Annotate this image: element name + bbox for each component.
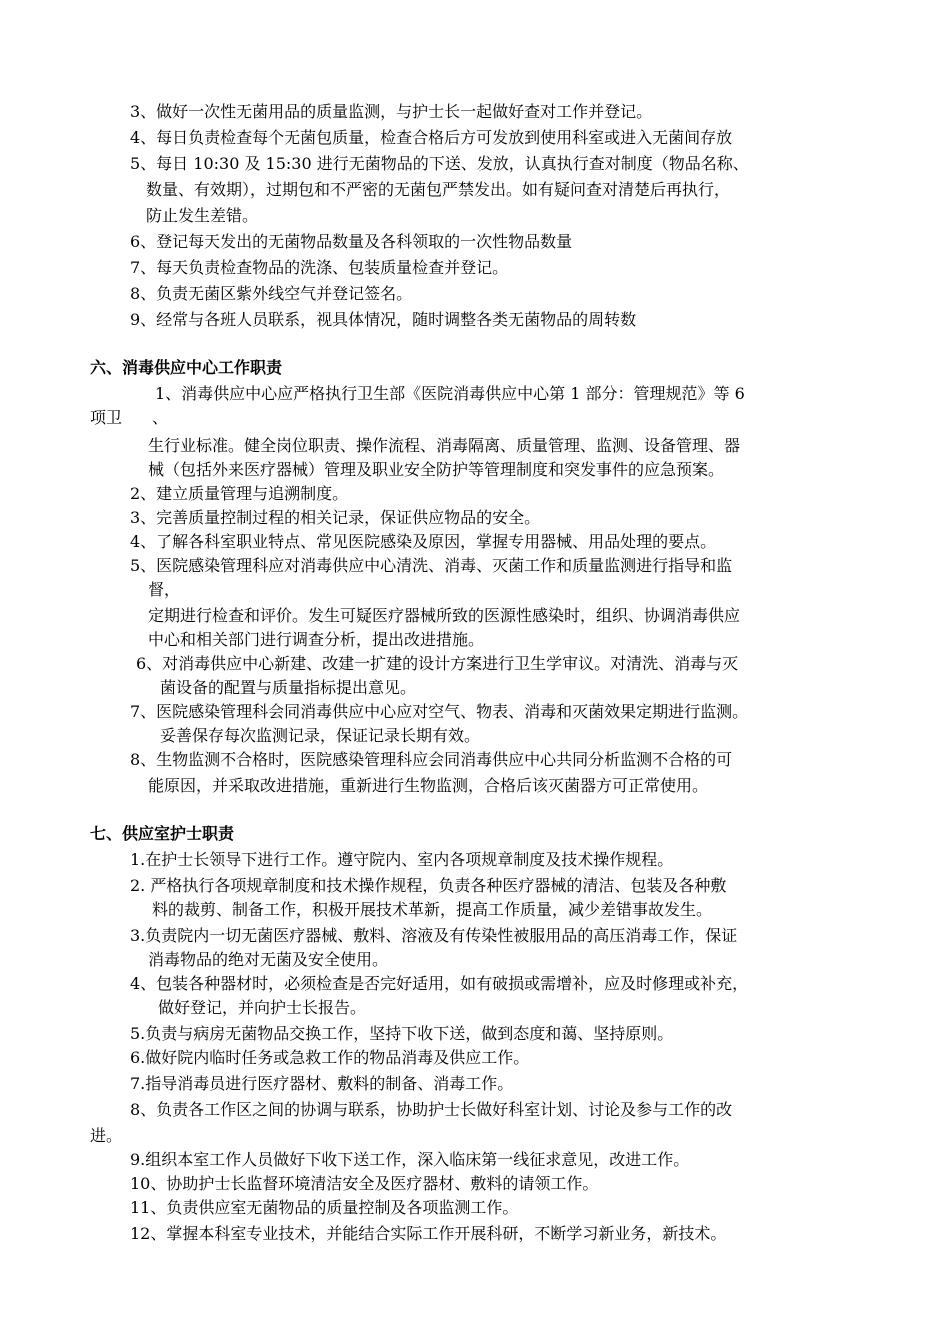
s5-line-6: 6、登记每天发出的无菌物品数量及各科领取的一次性物品数量 — [130, 232, 573, 251]
s6-line-1e: 械（包括外来医疗器械）管理及职业安全防护等管理制度和突发事件的应急预案。 — [148, 460, 725, 479]
s6-line-6a: 6、对消毒供应中心新建、改建一扩建的设计方案进行卫生学审议。对清洗、消毒与灭 — [136, 654, 739, 673]
s6-line-7a: 7、医院感染管理科会同消毒供应中心应对空气、物表、消毒和灭菌效果定期进行监测。 — [130, 702, 749, 721]
s7-line-4b: 做好登记，并向护士长报告。 — [158, 998, 367, 1017]
s7-line-1: 1.在护士长领导下进行工作。遵守院内、室内各项规章制度及技术操作规程。 — [130, 850, 674, 869]
s6-line-5d: 中心和相关部门进行调查分析，提出改进措施。 — [148, 630, 485, 649]
s5-line-5a: 5、每日 10:30 及 15:30 进行无菌物品的下送、发放，认真执行查对制度（物品名称、 — [130, 154, 749, 173]
s6-line-5b: 督， — [148, 580, 181, 599]
s7-line-12: 12、掌握本科室专业技术，并能结合实际工作开展科研，不断学习新业务，新技术。 — [130, 1224, 727, 1243]
s6-line-2: 2、建立质量管理与追溯制度。 — [130, 484, 349, 503]
s5-line-7: 7、每天负责检查物品的洗涤、包装质量检查并登记。 — [130, 258, 509, 277]
s7-line-6: 6.做好院内临时任务或急救工作的物品消毒及供应工作。 — [130, 1048, 530, 1067]
section7-heading: 七、供应室护士职责 — [90, 824, 235, 843]
s6-line-1a: 1、消毒供应中心应严格执行卫生部《医院消毒供应中心第 1 部分：管理规范》等 6 — [155, 384, 745, 403]
s7-line-4a: 4、包装各种器材时，必须检查是否完好适用，如有破损或需增补，应及时修理或补充， — [130, 974, 749, 993]
s5-line-8: 8、负责无菌区紫外线空气并登记签名。 — [130, 284, 413, 303]
s7-line-8b: 进。 — [90, 1126, 123, 1145]
s6-line-8b: 能原因，并采取改进措施，重新进行生物监测，合格后该灭菌器方可正常使用。 — [148, 776, 709, 795]
s5-line-5b: 数量、有效期），过期包和不严密的无菌包严禁发出。如有疑问查对清楚后再执行， — [146, 180, 731, 199]
s5-line-3: 3、做好一次性无菌用品的质量监测，与护士长一起做好查对工作并登记。 — [130, 102, 653, 121]
s7-line-11: 11、负责供应室无菌物品的质量控制及各项监测工作。 — [130, 1198, 519, 1217]
s6-line-6b: 菌设备的配置与质量指标提出意见。 — [160, 678, 417, 697]
s7-line-2b: 料的裁剪、制备工作，积极开展技术革新，提高工作质量，减少差错事故发生。 — [152, 900, 713, 919]
s6-line-1b: 项卫 — [90, 408, 123, 427]
s6-line-8a: 8、生物监测不合格时，医院感染管理科应会同消毒供应中心共同分析监测不合格的可 — [130, 750, 733, 769]
s6-line-4: 4、了解各科室职业特点、常见医院感染及原因，掌握专用器械、用品处理的要点。 — [130, 532, 717, 551]
section6-heading: 六、消毒供应中心工作职责 — [90, 358, 283, 377]
s7-line-3a: 3.负责院内一切无菌医疗器械、敷料、溶液及有传染性被服用品的高压消毒工作，保证 — [130, 926, 738, 945]
s6-line-1d: 生行业标准。健全岗位职责、操作流程、消毒隔离、质量管理、监测、设备管理、器 — [148, 436, 741, 455]
s6-line-5a: 5、医院感染管理科应对消毒供应中心清洗、消毒、灭菌工作和质量监测进行指导和监 — [130, 556, 733, 575]
s7-line-8a: 8、负责各工作区之间的协调与联系，协助护士长做好科室计划、讨论及参与工作的改 — [130, 1100, 733, 1119]
s7-line-5: 5.负责与病房无菌物品交换工作，坚持下收下送，做到态度和蔼、坚持原则。 — [130, 1024, 674, 1043]
s5-line-9: 9、经常与各班人员联系，视具体情况，随时调整各类无菌物品的周转数 — [130, 310, 637, 329]
s6-line-7b: 妥善保存每次监测记录，保证记录长期有效。 — [160, 726, 481, 745]
s7-line-10: 10、协助护士长监督环境清洁安全及医疗器材、敷料的请领工作。 — [130, 1174, 599, 1193]
s5-line-4: 4、每日负责检查每个无菌包质量，检查合格后方可发放到使用科室或进入无菌间存放 — [130, 128, 733, 147]
s6-line-5c: 定期进行检查和评价。发生可疑医疗器械所致的医源性感染时，组织、协调消毒供应 — [148, 606, 741, 625]
s6-line-3: 3、完善质量控制过程的相关记录，保证供应物品的安全。 — [130, 508, 541, 527]
s6-line-1c: 、 — [152, 408, 169, 427]
s7-line-3b: 消毒物品的绝对无菌及安全使用。 — [148, 950, 389, 969]
s7-line-9: 9.组织本室工作人员做好下收下送工作，深入临床第一线征求意见，改进工作。 — [130, 1150, 690, 1169]
s5-line-5c: 防止发生差错。 — [146, 206, 259, 225]
s7-line-2a: 2. 严格执行各项规章制度和技术操作规程，负责各种医疗器械的清洁、包装及各种敷 — [130, 876, 727, 895]
s7-line-7: 7.指导消毒员进行医疗器材、敷料的制备、消毒工作。 — [130, 1074, 514, 1093]
